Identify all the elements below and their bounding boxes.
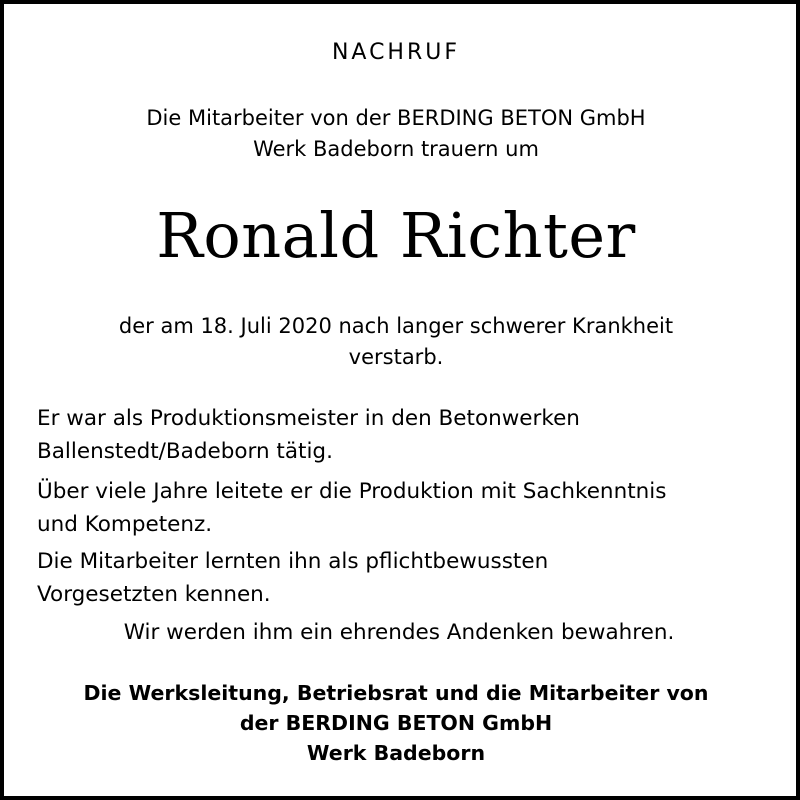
death-statement [0,311,792,373]
paragraph-line: Er war als Produktionsmeister in den Betonwerken [37,406,580,431]
signature-line: Werk Badeborn [306,741,486,765]
death-line: der am 18. Juli 2020 nach langer schwerer Krankheit [118,314,674,338]
signature-block [0,678,792,768]
intro-line: Die Mitarbeiter von der BERDING BETON GmbH [146,106,646,130]
paragraph-colleagues [37,545,767,611]
paragraph-role [37,402,767,468]
paragraph-leadership [37,475,767,541]
death-line: verstarb. [348,345,444,369]
paragraph-line: Ballenstedt/Badeborn tätig. [37,439,333,464]
signature-line: der BERDING BETON GmbH [239,711,553,735]
paragraph-line: und Kompetenz. [37,512,213,537]
intro-text [0,103,792,165]
deceased-name: Ronald Richter [156,199,636,272]
intro-line: Werk Badeborn trauern um [253,137,539,161]
notice-heading: NACHRUF [331,40,461,65]
paragraph-line: Die Mitarbeiter lernten ihn als pflichtbewussten [37,549,549,574]
signature-line: Die Werksleitung, Betriebsrat und die Mitarbeiter von [83,681,709,705]
paragraph-line: Über viele Jahre leitete er die Produktion mit Sachkenntnis [37,479,667,504]
closing-sentence: Wir werden ihm ein ehrendes Andenken bewahren. [123,620,675,645]
paragraph-line: Vorgesetzten kennen. [37,582,271,607]
